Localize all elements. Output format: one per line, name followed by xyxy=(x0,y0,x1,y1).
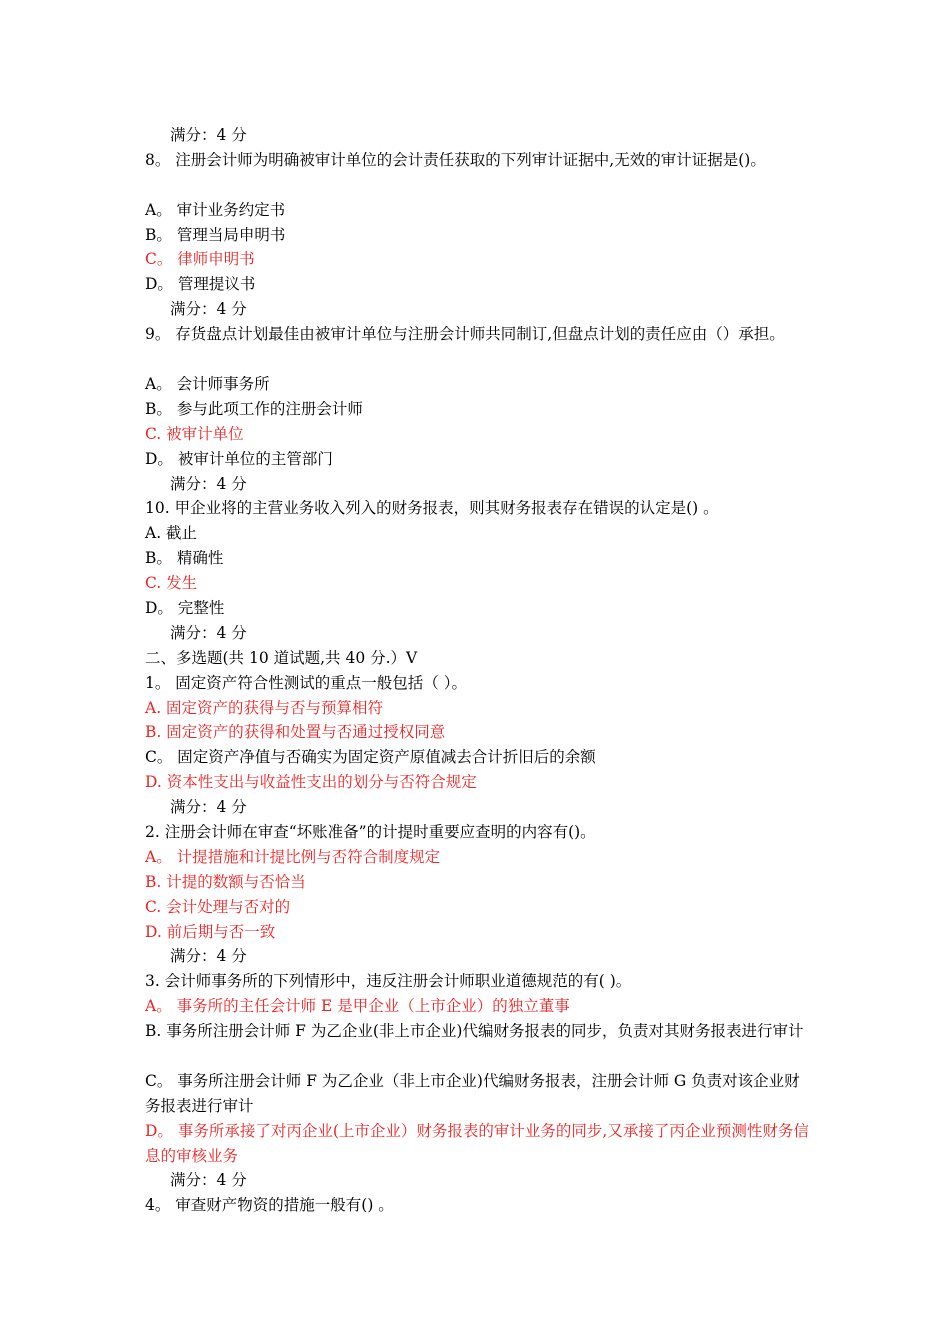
question-text: 10. 甲企业将的主营业务收入列入的财务报表，则其财务报表存在错误的认定是() 。 xyxy=(145,499,719,518)
score-line: 满分：4 分 xyxy=(170,623,247,642)
answer-option: B。 参与此项工作的注册会计师 xyxy=(145,399,363,418)
answer-option: A。 审计业务约定书 xyxy=(145,200,286,219)
score-line: 满分：4 分 xyxy=(170,947,247,966)
answer-option-correct: A。 事务所的主任会计师 E 是甲企业（上市企业）的独立董事 xyxy=(145,997,570,1016)
score-line: 满分：4 分 xyxy=(170,1171,247,1190)
answer-option-correct: C. 会计处理与否对的 xyxy=(145,897,291,916)
answer-option: A。 会计师事务所 xyxy=(145,374,270,393)
answer-option: C。 固定资产净值与否确实为固定资产原值减去合计折旧后的余额 xyxy=(145,748,596,767)
score-line: 满分：4 分 xyxy=(170,300,247,319)
answer-option-correct: D. 资本性支出与收益性支出的划分与否符合规定 xyxy=(145,773,477,792)
answer-option-correct: C. 发生 xyxy=(145,574,198,593)
score-line: 满分：4 分 xyxy=(170,126,247,144)
question-text: 4。 审查财产物资的措施一般有() 。 xyxy=(145,1196,394,1215)
answer-option: A. 截止 xyxy=(145,524,198,543)
answer-option: D。 完整性 xyxy=(145,598,225,617)
score-line: 满分：4 分 xyxy=(170,474,247,493)
section-heading: 二、多选题(共 10 道试题,共 40 分.）V xyxy=(145,648,418,667)
answer-option-correct: B. 固定资产的获得和处置与否通过授权同意 xyxy=(145,723,446,742)
answer-option-correct: C。 律师申明书 xyxy=(145,250,255,269)
answer-option: B。 精确性 xyxy=(145,549,224,568)
question-text: 2. 注册会计师在审查“坏账准备”的计提时重要应查明的内容有()。 xyxy=(145,822,596,841)
answer-option-correct: A. 固定资产的获得与否与预算相符 xyxy=(145,698,384,717)
answer-option-correct: B. 计提的数额与否恰当 xyxy=(145,872,306,891)
question-text: 3. 会计师事务所的下列情形中，违反注册会计师职业道德规范的有( )。 xyxy=(145,972,632,991)
answer-option: B。 管理当局申明书 xyxy=(145,225,286,244)
answer-option-correct: A。 计提措施和计提比例与否符合制度规定 xyxy=(145,847,441,866)
answer-option: B. 事务所注册会计师 F 为乙企业(非上市企业)代编财务报表的同步，负责对其财务报表进行审计 xyxy=(145,1022,804,1041)
question-text: 9。 存货盘点计划最佳由被审计单位与注册会计师共同制订,但盘点计划的责任应由（）承担。 xyxy=(145,325,785,344)
score-line: 满分：4 分 xyxy=(170,798,247,817)
answer-option: D。 管理提议书 xyxy=(145,275,256,294)
answer-option-correct: D. 前后期与否一致 xyxy=(145,922,276,941)
question-text: 8。 注册会计师为明确被审计单位的会计责任获取的下列审计证据中,无效的审计证据是()。 xyxy=(145,150,766,169)
answer-option-correct: D。 事务所承接了对丙企业(上市企业）财务报表的审计业务的同步,又承接了丙企业预测性财务信息的审核业务 xyxy=(145,1121,809,1165)
answer-option: D。 被审计单位的主管部门 xyxy=(145,449,333,468)
exam-document xyxy=(145,123,810,1218)
answer-option: C。 事务所注册会计师 F 为乙企业（非上市企业)代编财务报表，注册会计师 G 负责对该企业财务报表进行审计 xyxy=(145,1071,800,1115)
answer-option-correct: C. 被审计单位 xyxy=(145,424,244,443)
question-text: 1。 固定资产符合性测试的重点一般包括（ ）。 xyxy=(145,673,467,692)
